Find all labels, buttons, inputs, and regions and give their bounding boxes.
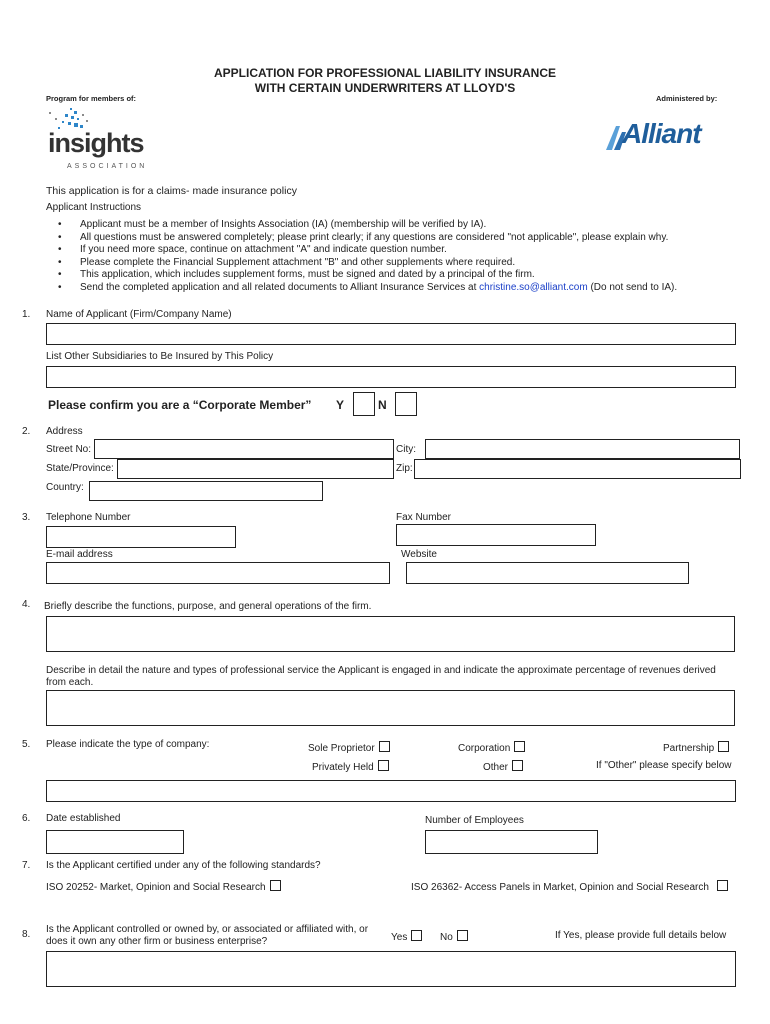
affiliation-yes-option <box>391 930 422 943</box>
email-label: E-mail address <box>46 549 113 560</box>
fax-label: Fax Number <box>396 512 452 523</box>
company-type-label: Please indicate the type of company: <box>46 739 210 750</box>
country-field[interactable] <box>89 481 323 501</box>
privately-held-option <box>312 760 389 773</box>
question-number-6: 6. <box>22 813 31 824</box>
other-label: Other <box>483 762 509 773</box>
iso-20252-label: ISO 20252- Market, Opinion and Social Research <box>46 882 266 893</box>
email-link[interactable]: christine.so@alliant.com <box>479 281 588 293</box>
employees-label: Number of Employees <box>425 815 524 826</box>
alliant-logo <box>606 120 720 154</box>
date-established-field[interactable] <box>46 830 184 854</box>
question-number-1: 1. <box>22 309 31 320</box>
subsidiaries-label: List Other Subsidiaries to Be Insured by This Policy <box>46 351 274 362</box>
corporation-label: Corporation <box>458 743 511 754</box>
operations-label: Briefly describe the functions, purpose, and general operations of the firm. <box>44 601 372 612</box>
corporation-checkbox[interactable] <box>514 741 525 752</box>
sole-proprietor-option <box>308 741 390 754</box>
instruction-item <box>80 282 770 295</box>
privately-held-label: Privately Held <box>312 762 374 773</box>
insights-logo-subtitle: ASSOCIATION <box>67 163 148 170</box>
privately-held-checkbox[interactable] <box>378 760 389 771</box>
corporate-no-checkbox[interactable] <box>395 392 417 416</box>
instruction-item: • Applicant must be a member of Insights Association (IA) (membership will be verified by IA). <box>80 219 770 232</box>
iso-20252-checkbox[interactable] <box>270 880 281 891</box>
iso-26362-option <box>411 880 728 893</box>
partnership-checkbox[interactable] <box>718 741 729 752</box>
partnership-label: Partnership <box>663 743 715 754</box>
affiliation-details-field[interactable] <box>46 951 736 987</box>
corporate-no-label: N <box>378 398 387 412</box>
iso-26362-label: ISO 26362- Access Panels in Market, Opinion and Social Research <box>411 882 709 893</box>
applicant-name-label: Name of Applicant (Firm/Company Name) <box>46 309 232 320</box>
services-field[interactable] <box>46 690 735 726</box>
state-label: State/Province: <box>46 463 114 474</box>
services-label-line1: Describe in detail the nature and types of professional service the Applicant is engaged in and indicate the approximate percentage of revenues derived <box>46 665 716 676</box>
other-option <box>483 760 523 773</box>
administered-label: Administered by: <box>656 94 718 103</box>
insights-association-logo <box>46 108 158 174</box>
state-field[interactable] <box>117 459 394 479</box>
affiliation-no-label: No <box>440 932 453 943</box>
question-number-5: 5. <box>22 739 31 750</box>
question-number-2: 2. <box>22 426 31 437</box>
other-specify-field[interactable] <box>46 780 736 802</box>
sole-proprietor-checkbox[interactable] <box>379 741 390 752</box>
instructions-list <box>46 219 770 294</box>
affiliation-no-checkbox[interactable] <box>457 930 468 941</box>
affiliation-label-line2: does it own any other firm or business enterprise? <box>46 936 268 947</box>
instruction-item: • All questions must be answered completely; please print clearly; if any questions are considered "not applicable", please explain why. <box>80 232 770 245</box>
send-instruction-text: Send the completed application and all related documents to Alliant Insurance Services at <box>80 281 480 293</box>
send-instruction-suffix: (Do not send to IA). <box>587 281 678 293</box>
instruction-item: • Please complete the Financial Supplement attachment "B" and other supplements where required. <box>80 257 770 270</box>
zip-label: Zip: <box>396 463 413 474</box>
email-field[interactable] <box>46 562 390 584</box>
affiliation-yes-checkbox[interactable] <box>411 930 422 941</box>
question-number-4: 4. <box>22 599 31 610</box>
iso-26362-checkbox[interactable] <box>717 880 728 891</box>
other-specify-label: If "Other" please specify below <box>596 760 732 771</box>
certification-label: Is the Applicant certified under any of the following standards? <box>46 860 321 871</box>
telephone-label: Telephone Number <box>46 512 131 523</box>
partnership-option <box>663 741 729 754</box>
form-title-line2: WITH CERTAIN UNDERWRITERS AT LLOYD'S <box>254 81 516 95</box>
corporate-member-label: Please confirm you are a “Corporate Member” <box>48 398 312 412</box>
applicant-name-field[interactable] <box>46 323 736 345</box>
instructions-heading: Applicant Instructions <box>46 202 142 213</box>
street-field[interactable] <box>94 439 394 459</box>
country-label: Country: <box>46 482 84 493</box>
sole-proprietor-label: Sole Proprietor <box>308 743 375 754</box>
instruction-item: • This application, which includes supplement forms, must be signed and dated by a principal of the firm. <box>80 269 770 282</box>
subsidiaries-field[interactable] <box>46 366 736 388</box>
form-title-line1: APPLICATION FOR PROFESSIONAL LIABILITY INSURANCE <box>213 66 557 80</box>
website-label: Website <box>401 549 437 560</box>
corporation-option <box>458 741 525 754</box>
question-number-3: 3. <box>22 512 31 523</box>
address-label: Address <box>46 426 83 437</box>
affiliation-yes-label: Yes <box>391 932 408 943</box>
fax-field[interactable] <box>396 524 596 546</box>
other-checkbox[interactable] <box>512 760 523 771</box>
operations-field[interactable] <box>46 616 735 652</box>
claims-made-notice: This application is for a claims- made insurance policy <box>46 185 297 197</box>
city-label: City: <box>396 444 416 455</box>
employees-field[interactable] <box>425 830 598 854</box>
affiliation-details-label: If Yes, please provide full details below <box>555 930 727 941</box>
zip-field[interactable] <box>414 459 741 479</box>
alliant-logo-wordmark: Alliant <box>622 118 701 149</box>
affiliation-label-line1: Is the Applicant controlled or owned by, or associated or affiliated with, or <box>46 924 369 935</box>
street-label: Street No: <box>46 444 92 455</box>
website-field[interactable] <box>406 562 689 584</box>
corporate-yes-label: Y <box>336 398 345 412</box>
iso-20252-option <box>46 880 281 893</box>
insights-logo-wordmark: insights <box>48 128 144 158</box>
date-established-label: Date established <box>46 813 121 824</box>
question-number-8: 8. <box>22 929 31 940</box>
services-label-line2: from each. <box>46 677 94 688</box>
question-number-7: 7. <box>22 860 31 871</box>
affiliation-no-option <box>440 930 468 943</box>
telephone-field[interactable] <box>46 526 236 548</box>
instruction-item: • If you need more space, continue on attachment "A" and indicate question number. <box>80 244 770 257</box>
city-field[interactable] <box>425 439 740 459</box>
program-label: Program for members of: <box>46 94 137 103</box>
corporate-yes-checkbox[interactable] <box>353 392 375 416</box>
